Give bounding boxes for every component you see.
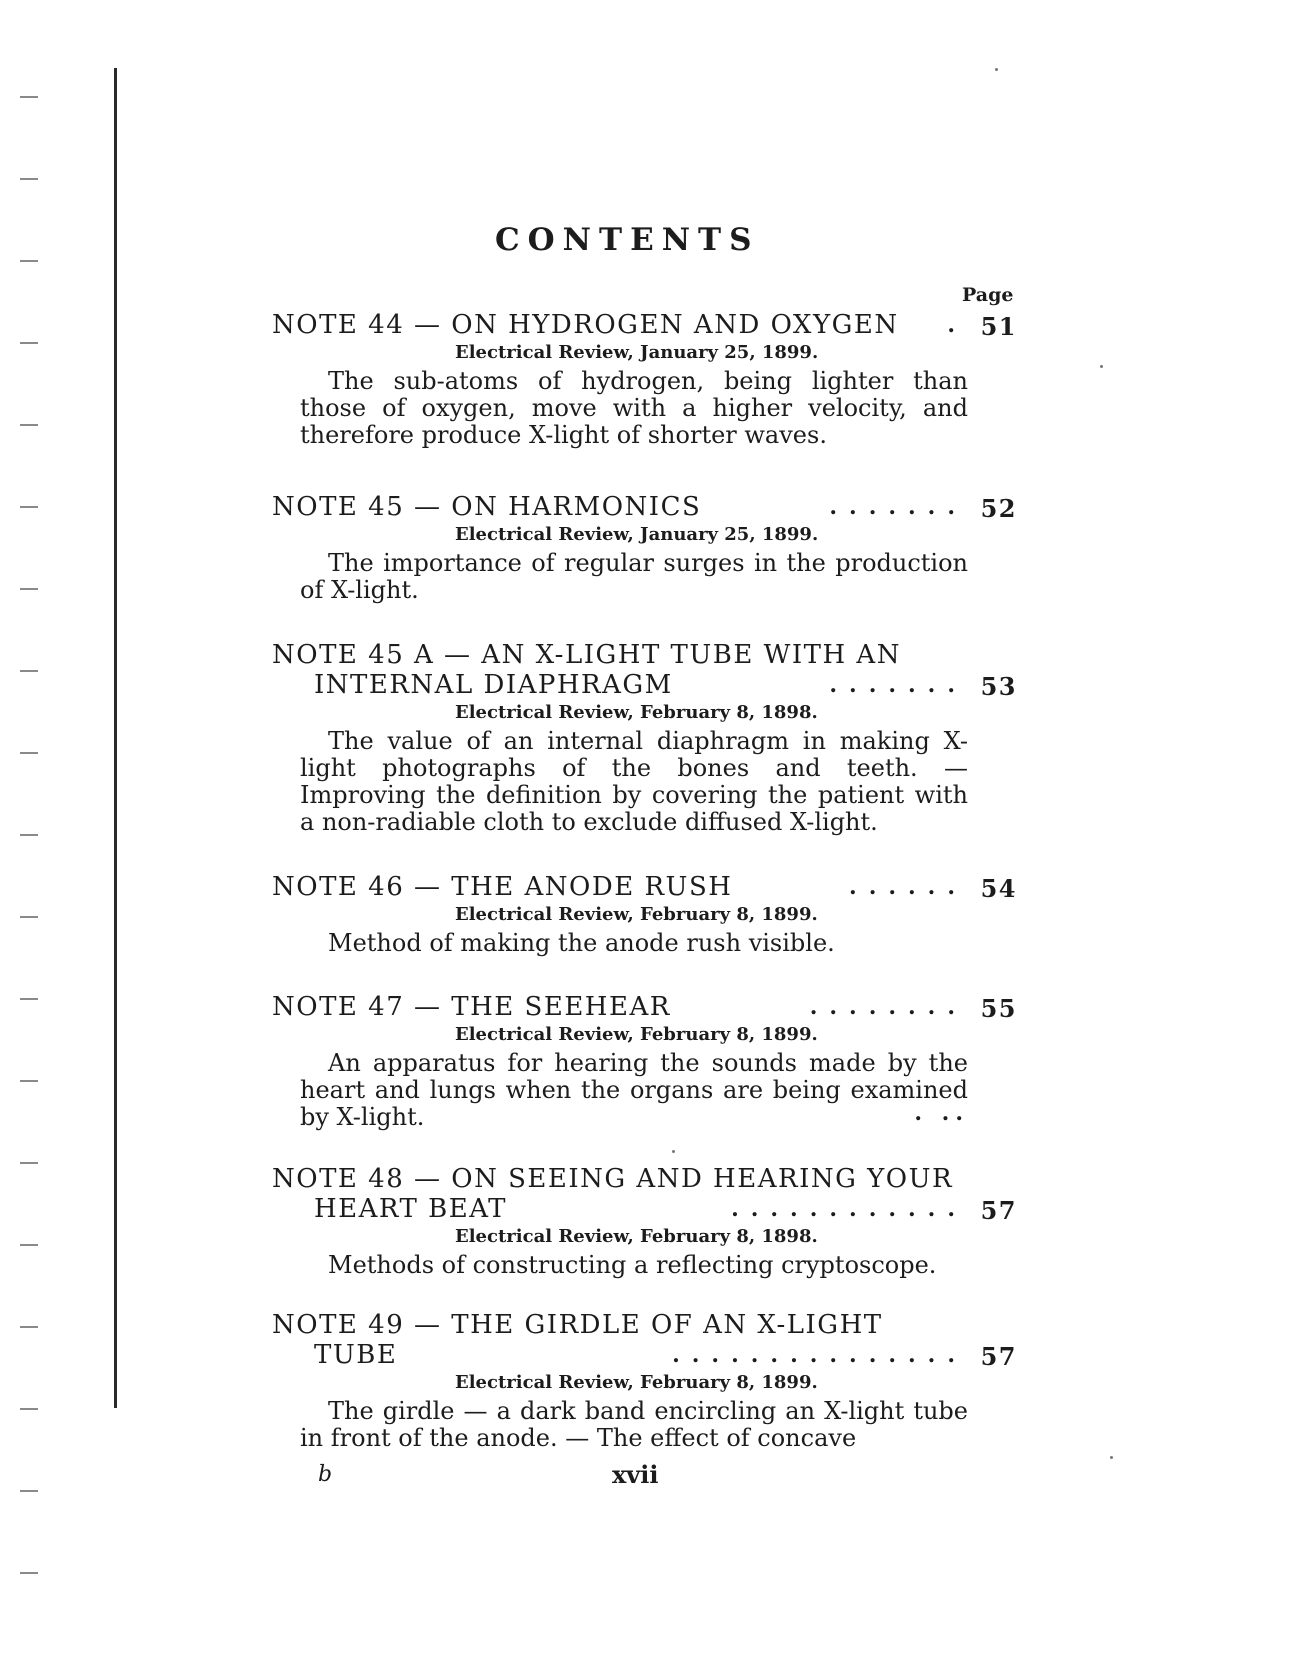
toc-entry <box>272 640 1017 836</box>
margin-mark <box>20 1080 38 1082</box>
margin-mark <box>20 342 38 344</box>
entry-summary: The importance of regular surges in the production of X-light. <box>300 549 968 604</box>
entry-heading-text: INTERNAL DIAPHRAGM <box>314 670 673 700</box>
entry-source: Electrical Review, January 25, 1899. <box>455 342 819 363</box>
margin-mark <box>20 1572 38 1574</box>
entry-heading <box>272 872 1017 902</box>
page-title: CONTENTS <box>495 222 760 258</box>
binding-edge-line <box>114 68 117 1408</box>
page-number: 54 <box>980 874 1017 903</box>
page-number: 57 <box>980 1196 1017 1225</box>
dot-leader: ............... <box>672 1342 967 1368</box>
margin-mark <box>20 1408 38 1410</box>
entry-heading <box>272 310 1017 340</box>
entry-heading-text: NOTE 45 — ON HARMONICS <box>272 492 702 522</box>
page-folio: xvii <box>612 1460 659 1489</box>
entry-summary: An apparatus for hearing the sounds made by the heart and lungs when the organs are being examined by X-light. <box>300 1049 968 1131</box>
entry-heading-text: NOTE 46 — THE ANODE RUSH <box>272 872 733 902</box>
page-number: 53 <box>980 672 1017 701</box>
dot-leader: . <box>947 312 967 338</box>
entry-summary: The value of an internal diaphragm in making X-light photographs of the bones and teeth. — Improving the definition by covering the patient with a non-radiable cloth to exclude diffused X-light. <box>300 727 968 836</box>
toc-entry <box>272 1310 1017 1452</box>
entry-heading <box>272 1164 1017 1194</box>
page-number: 52 <box>980 494 1017 523</box>
entry-heading-continued <box>272 670 1017 700</box>
entry-summary: Methods of constructing a reflecting cryptoscope. <box>328 1251 937 1279</box>
margin-mark <box>20 1490 38 1492</box>
entry-heading-text: NOTE 45 A — AN X-LIGHT TUBE WITH AN <box>272 640 901 670</box>
trailing-dots: . .. <box>914 1100 969 1126</box>
entry-heading-text: NOTE 44 — ON HYDROGEN AND OXYGEN <box>272 310 899 340</box>
signature-mark: b <box>318 1462 333 1487</box>
entry-summary: The girdle — a dark band encircling an X-light tube in front of the anode. — The effect of concave <box>300 1397 968 1452</box>
entry-heading-text: HEART BEAT <box>314 1194 507 1224</box>
entry-heading-text: NOTE 47 — THE SEEHEAR <box>272 992 671 1022</box>
entry-source: Electrical Review, February 8, 1899. <box>455 1024 818 1045</box>
margin-mark <box>20 834 38 836</box>
margin-mark <box>20 588 38 590</box>
page-number: 51 <box>980 312 1017 341</box>
scan-speck <box>1110 1456 1113 1459</box>
toc-entry <box>272 492 1017 604</box>
scan-speck <box>672 1150 675 1153</box>
scan-speck <box>1100 365 1103 368</box>
page-number: 57 <box>980 1342 1017 1371</box>
toc-entry <box>272 992 1017 1131</box>
dot-leader: ....... <box>829 672 967 698</box>
dot-leader: ........ <box>809 994 967 1020</box>
margin-mark <box>20 1162 38 1164</box>
entry-summary: Method of making the anode rush visible. <box>328 929 835 957</box>
entry-heading-continued <box>272 1194 1017 1224</box>
toc-entry <box>272 310 1017 449</box>
entry-source: Electrical Review, February 8, 1899. <box>455 904 818 925</box>
entry-heading <box>272 1310 1017 1340</box>
dot-leader: ....... <box>829 494 967 520</box>
page-column-header: Page <box>962 284 1014 306</box>
margin-mark <box>20 998 38 1000</box>
entry-heading-continued <box>272 1340 1017 1370</box>
entry-source: Electrical Review, February 8, 1898. <box>455 1226 818 1247</box>
margin-mark <box>20 424 38 426</box>
entry-heading-text: NOTE 49 — THE GIRDLE OF AN X-LIGHT <box>272 1310 883 1340</box>
margin-mark <box>20 670 38 672</box>
entry-source: Electrical Review, January 25, 1899. <box>455 524 819 545</box>
margin-mark <box>20 1326 38 1328</box>
dot-leader: ............ <box>731 1196 967 1222</box>
entry-source: Electrical Review, February 8, 1898. <box>455 702 818 723</box>
margin-mark <box>20 96 38 98</box>
page-number: 55 <box>980 994 1017 1023</box>
toc-entry <box>272 1164 1017 1279</box>
margin-mark <box>20 260 38 262</box>
scan-speck <box>995 68 998 71</box>
entry-source: Electrical Review, February 8, 1899. <box>455 1372 818 1393</box>
entry-heading-text: NOTE 48 — ON SEEING AND HEARING YOUR <box>272 1164 954 1194</box>
entry-heading <box>272 492 1017 522</box>
margin-mark <box>20 752 38 754</box>
entry-heading-text: TUBE <box>314 1340 398 1370</box>
margin-mark <box>20 506 38 508</box>
margin-mark <box>20 916 38 918</box>
dot-leader: ...... <box>849 874 967 900</box>
entry-summary: The sub-atoms of hydrogen, being lighter than those of oxygen, move with a higher velocity, and therefore produce X-light of shorter waves. <box>300 367 968 449</box>
margin-mark <box>20 1244 38 1246</box>
entry-heading <box>272 640 1017 670</box>
margin-mark <box>20 178 38 180</box>
entry-heading <box>272 992 1017 1022</box>
toc-entry <box>272 872 1017 957</box>
